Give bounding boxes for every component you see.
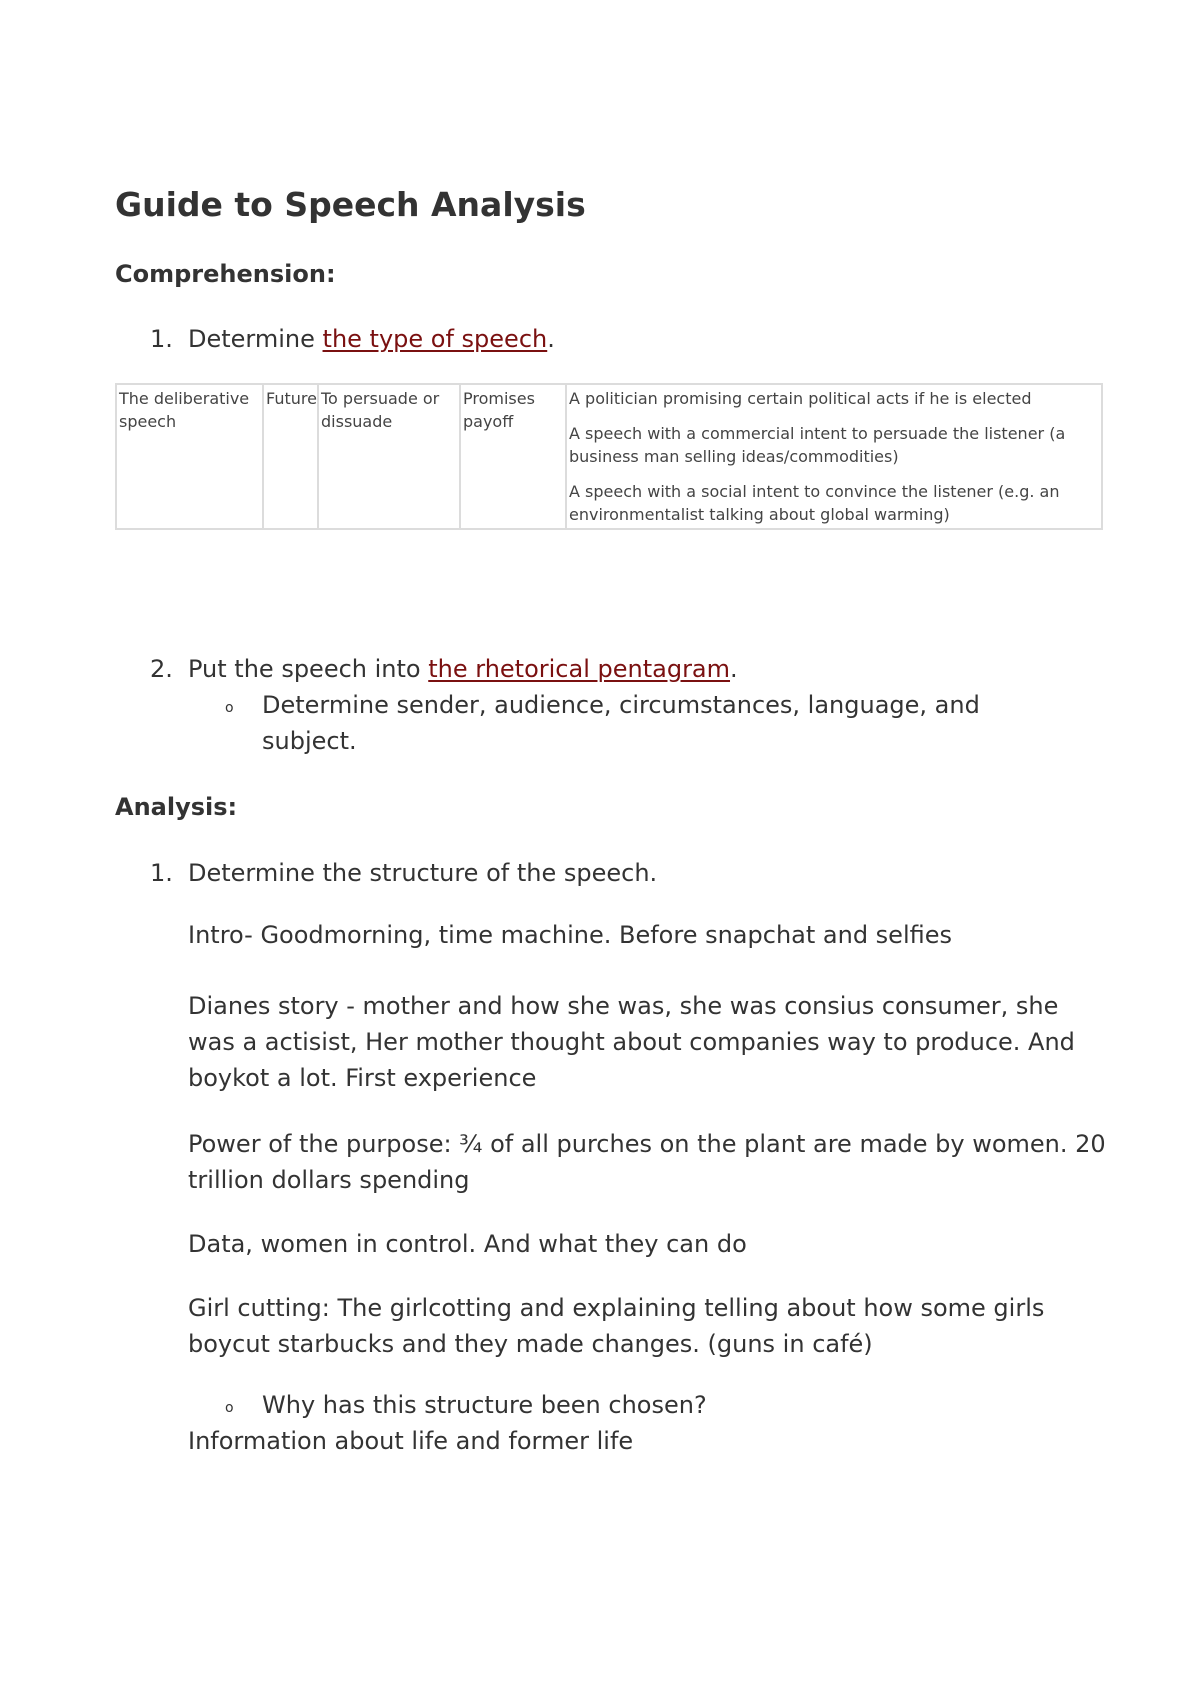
structure-note: Dianes story - mother and how she was, she was consius consumer, she was a actisist, Her mother thought about companies way to produce. And boykot a lot. First experience xyxy=(188,992,1075,1092)
step-number: 2. xyxy=(150,655,173,683)
table-row xyxy=(116,384,1102,529)
structure-note: Intro- Goodmorning, time machine. Before snapchat and selfies xyxy=(188,921,953,949)
means-cell: Promises payoff xyxy=(460,384,566,529)
analysis-heading: Analysis: xyxy=(115,793,238,821)
structure-note: Data, women in control. And what they can do xyxy=(188,1230,747,1258)
speech-type-cell: The deliberative speech xyxy=(116,384,263,529)
step-determine-structure: Determine the structure of the speech. xyxy=(188,859,658,887)
document-title: Guide to Speech Analysis xyxy=(115,185,586,224)
purpose-cell: To persuade or dissuade xyxy=(318,384,460,529)
rhetorical-pentagram-link[interactable]: the rhetorical pentagram xyxy=(428,655,731,683)
structure-note: Power of the purpose: ¾ of all purches on the plant are made by women. 20 trillion dollars spending xyxy=(188,1130,1106,1194)
examples-cell xyxy=(566,384,1102,529)
step-number: 1. xyxy=(150,859,173,887)
step-number: 1. xyxy=(150,325,173,353)
structure-answer: Information about life and former life xyxy=(188,1427,634,1455)
example-item: A speech with a commercial intent to persuade the listener (a business man selling ideas/commodities) xyxy=(569,424,1066,466)
step-determine-type xyxy=(188,325,555,353)
example-item: A speech with a social intent to convince the listener (e.g. an environmentalist talking about global warming) xyxy=(569,482,1060,524)
time-cell: Future xyxy=(263,384,318,529)
sub-step-text: subject. xyxy=(262,727,357,755)
structure-note: Girl cutting: The girlcotting and explaining telling about how some girls boycut starbucks and they made changes. (guns in café) xyxy=(188,1294,1045,1358)
bullet-circle-icon: o xyxy=(225,1400,234,1416)
type-of-speech-link[interactable]: the type of speech xyxy=(322,325,548,353)
step-suffix: . xyxy=(730,655,738,683)
example-item: A politician promising certain political acts if he is elected xyxy=(569,389,1032,408)
bullet-circle-icon: o xyxy=(225,700,234,716)
step-text: Put the speech into xyxy=(188,655,429,683)
speech-type-table xyxy=(115,383,1103,530)
step-suffix: . xyxy=(547,325,555,353)
structure-question: Why has this structure been chosen? xyxy=(262,1391,707,1419)
sub-step-text: Determine sender, audience, circumstances, language, and xyxy=(262,691,980,719)
step-rhetorical-pentagram xyxy=(188,655,738,683)
comprehension-heading: Comprehension: xyxy=(115,260,336,288)
step-text: Determine xyxy=(188,325,323,353)
